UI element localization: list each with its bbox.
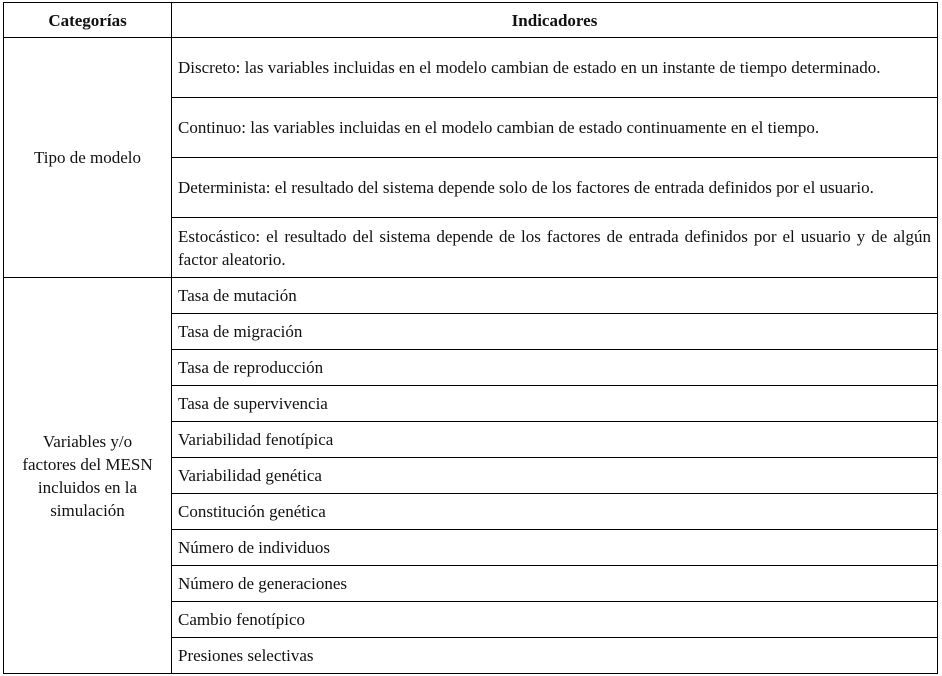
indicator-cell: Número de individuos [172,530,938,566]
indicator-cell: Estocástico: el resultado del sistema depende de los factores de entrada definidos por el usuario y de algún factor aleatorio. [172,218,938,278]
indicator-cell: Determinista: el resultado del sistema depende solo de los factores de entrada definidos por el usuario. [172,158,938,218]
header-categories: Categorías [4,3,172,38]
table-row [4,38,938,98]
indicator-cell: Número de generaciones [172,566,938,602]
header-row [4,3,938,38]
category-cell: Variables y/o factores del MESN incluidos en la simulación [4,278,172,674]
indicator-cell: Discreto: las variables incluidas en el modelo cambian de estado en un instante de tiempo determinado. [172,38,938,98]
header-indicators: Indicadores [172,3,938,38]
indicator-cell: Variabilidad genética [172,458,938,494]
indicator-cell: Tasa de migración [172,314,938,350]
indicator-cell: Continuo: las variables incluidas en el modelo cambian de estado continuamente en el tiempo. [172,98,938,158]
categories-table [3,2,938,674]
category-cell: Tipo de modelo [4,38,172,278]
indicator-cell: Tasa de reproducción [172,350,938,386]
indicator-cell: Tasa de mutación [172,278,938,314]
table-row [4,278,938,314]
indicator-cell: Constitución genética [172,494,938,530]
indicator-cell: Cambio fenotípico [172,602,938,638]
indicator-cell: Presiones selectivas [172,638,938,674]
indicator-cell: Variabilidad fenotípica [172,422,938,458]
indicator-cell: Tasa de supervivencia [172,386,938,422]
